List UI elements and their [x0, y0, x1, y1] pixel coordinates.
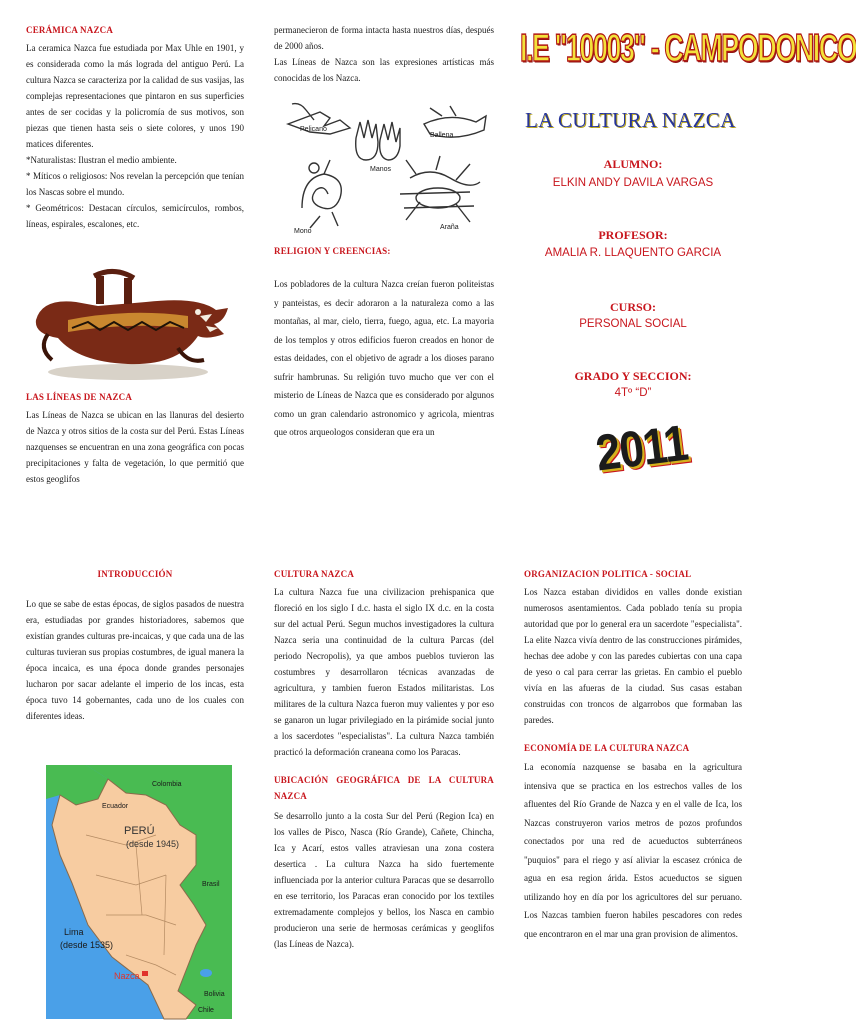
grado-value: 4Tº “D”: [614, 387, 652, 399]
ceramica-heading: CERÁMICA NAZCA: [26, 25, 114, 35]
religion-text: Los pobladores de la cultura Nazca creían fueron politeistas y panteistas, es decir adoraron a la naturaleza como a las montañas, al mar, cielo, tierra, fuego, agua, etc. La mayoria de los templos y otros edificios fueron creados en honor de estas deidades, con el objetivo de agradr a los dioses parano sufrir hambrunas. Su religión tuvo mucho que ver con el misterio de Líneas de Nazca que es considerado por algunos como un gran calendario astronomico y agricola, mientras que otros arqueologos consideran que era un: [274, 279, 494, 438]
school-name: I.E "10003" - CAMPODONICO: [520, 26, 856, 70]
map-label-ecuador: Ecuador: [102, 803, 129, 810]
geoglyph-label-mono: Mono: [294, 228, 312, 235]
cultura-section: [274, 566, 494, 952]
bullet-naturalistas: *Naturalistas: Ilustran el medio ambiente.: [26, 155, 177, 166]
curso-label: CURSO:: [609, 300, 656, 314]
map-label-peru-since: (desde 1945): [126, 839, 180, 849]
organizacion-text: Los Nazca estaban divididos en valles donde existian numerosos asentamientos. Cada poblado tenía su propia autoridad que por lo general era un sacerdote "especialista". La elite Nazca vivía dentro de las construcciones pirámides, hechas dee adobe y con las paredes cubiertas con una capa de yeso o cal para cerrar las grietas. En cambio el pueblo vivía en las afueras de la ciudad. Sus casas estaban construidas con troncos de algarrobos que formaban las paredes.: [524, 587, 742, 726]
lineas-heading: LAS LÍNEAS DE NAZCA: [26, 392, 133, 402]
cultura-text: La cultura Nazca fue una civilizacion prehispanica que floreció en los siglo I d.c. hasta el siglo IX d.c. en la costa sur del actual Perú. Segun muchos investigadores la cultura Nazca seria una continuidad de la cultura Parcas (del periodo Necropolis), ya que ambos pueblos tuvieron las costumbres y desarrollaron técnicas avanzadas de agricultura, y tambien fueron Estados militaristas. Los militares de la cultura Nazca fueron muy valientes y por eso se ganaron un lugar privilegiado en la pirámide social junto a los sacerdotes "especialistas". La cultura Nazca también practicó la deformación craneana como los Paracas.: [274, 587, 494, 758]
map-label-lima: Lima: [64, 927, 84, 937]
profesor-label: PROFESOR:: [598, 228, 668, 242]
religion-section: [274, 243, 494, 442]
intro-text: Lo que se sabe de estas épocas, de siglos pasados de nuestra era, estudiadas por grandes historiadores, sabemos que existían grandes culturas pre-incaicas, y que cada una de las culturas tuvieran sus propias costumbres, de igual manera la época incaica, es una época donde grandes personajes lucharon por sacar adelante el imperio de los incas, esta época tuvo 14 gobernantes, cada uno de los cuales con diferentes ideas.: [26, 599, 244, 722]
cultura-heading: CULTURA NAZCA: [274, 569, 355, 579]
economia-heading: ECONOMÍA DE LA CULTURA NAZCA: [524, 743, 690, 754]
bullet-geometricos: * Geométricos: Destacan círculos, semicírculos, rombos, líneas, espirales, escalones, etc.: [26, 203, 244, 230]
organizacion-heading: ORGANIZACION POLITICA - SOCIAL: [524, 569, 692, 579]
lineas-expresiones-text: Las Líneas de Nazca son las expresiones artísticas más conocidas de los Nazca.: [274, 57, 494, 84]
intro-heading: INTRODUCCIÓN: [97, 569, 173, 579]
map-label-bolivia: Bolivia: [204, 991, 225, 998]
bullet-miticos: * Míticos o religiosos: Nos revelan la percepción que tenían los Nascas sobre el mundo.: [26, 171, 244, 198]
geoglyph-label-arana: Araña: [440, 224, 459, 231]
curso-value: PERSONAL SOCIAL: [579, 318, 687, 330]
alumno-label: ALUMNO:: [603, 157, 663, 171]
religion-heading: RELIGION Y CREENCIAS:: [274, 246, 391, 256]
geoglyph-label-pelicano: Pelicano: [300, 126, 327, 133]
peru-map: [46, 765, 232, 1019]
ceramica-section: [26, 22, 244, 232]
map-label-nazca: Nazca: [114, 971, 140, 981]
economia-text: La economía nazquense se basaba en la agricultura intensiva que se practica en los estrechos valles de los afluentes del Río Grande de Nazca y en el valle de Ica, los Nazcas construyeron varios metros de pozos profundos conectados por una red de acueductos subterráneos "puquios" para el riego y así aliviar la escasez crónica de agua en esa region árida. Estos acueductos se siguen utilizando hoy en día por los agricultores del sur peruano. Los Nazcas tambien fueron habiles pescadores con redes que encontraron en el mar una gran provision de alimentos.: [524, 762, 742, 939]
cover-title: LA CULTURA NAZCA: [525, 108, 736, 132]
profesor-value: AMALIA R. LLAQUENTO GARCIA: [544, 247, 722, 259]
grado-label: GRADO Y SECCION:: [574, 369, 692, 383]
geoglyphs-image: [280, 98, 490, 234]
lineas-continuation-section: [274, 22, 494, 86]
map-label-brasil: Brasil: [202, 881, 220, 888]
map-label-colombia: Colombia: [152, 781, 182, 788]
ceramic-vessel-image: [28, 268, 232, 384]
ceramica-text: La ceramica Nazca fue estudiada por Max Uhle en 1901, y es considerada como la más lograda del antiguo Perú. La cultura Nazca se caracteriza por la calidad de sus vasijas, las complejas representaciones que pintaron en sus superficies antes de ser cocidas y la policromía de sus motivos, son piezas que tienen hasta seis o siete colores, y unos 190 matices diferentes.: [26, 43, 244, 150]
year-badge: 2011: [592, 414, 691, 482]
map-label-lima-since: (desde 1535): [60, 940, 114, 950]
lineas-text: Las Líneas de Nazca se ubican en las llanuras del desierto de Nazca y otros sitios de la costa sur del Perú. Estas Líneas nazquenses se encuentran en una zona geográfica con pocas precipitaciones y falta de vegetación, lo que permitió que estos geoglifos: [26, 410, 244, 485]
ubicacion-text: Se desarrollo junto a la costa Sur del Perú (Region Ica) en los valles de Pisco, Nasca (Río Grande), Cañete, Chincha, Ica y Acarí, estos valles atraviesan una zona costera desertica . La cultura Nazca ha sido fuertemente influenciada por la anterior cultura Paracas que se desarrollo en ese territorio, los Paracas eran conocido por los textiles extremadamente complejos y bellos, los Nasca en cambio producieron una serie de hermosas cerámicas y geoglifos (las Líneas de Nazca).: [274, 811, 494, 950]
geoglyph-label-ballena: Ballena: [430, 132, 454, 139]
map-label-peru: PERÚ: [124, 825, 155, 837]
intro-section: [26, 566, 244, 724]
lineas-continuation-text: permanecieron de forma intacta hasta nuestros días, después de 2000 años.: [274, 25, 494, 52]
ubicacion-heading: UBICACIÓN GEOGRÁFICA DE LA CULTURA NAZCA: [274, 775, 494, 802]
lineas-section: [26, 389, 244, 487]
alumno-value: ELKIN ANDY DAVILA VARGAS: [552, 177, 714, 189]
map-label-chile: Chile: [198, 1007, 214, 1014]
geoglyph-label-manos: Manos: [370, 166, 392, 173]
organizacion-section: [524, 566, 742, 943]
